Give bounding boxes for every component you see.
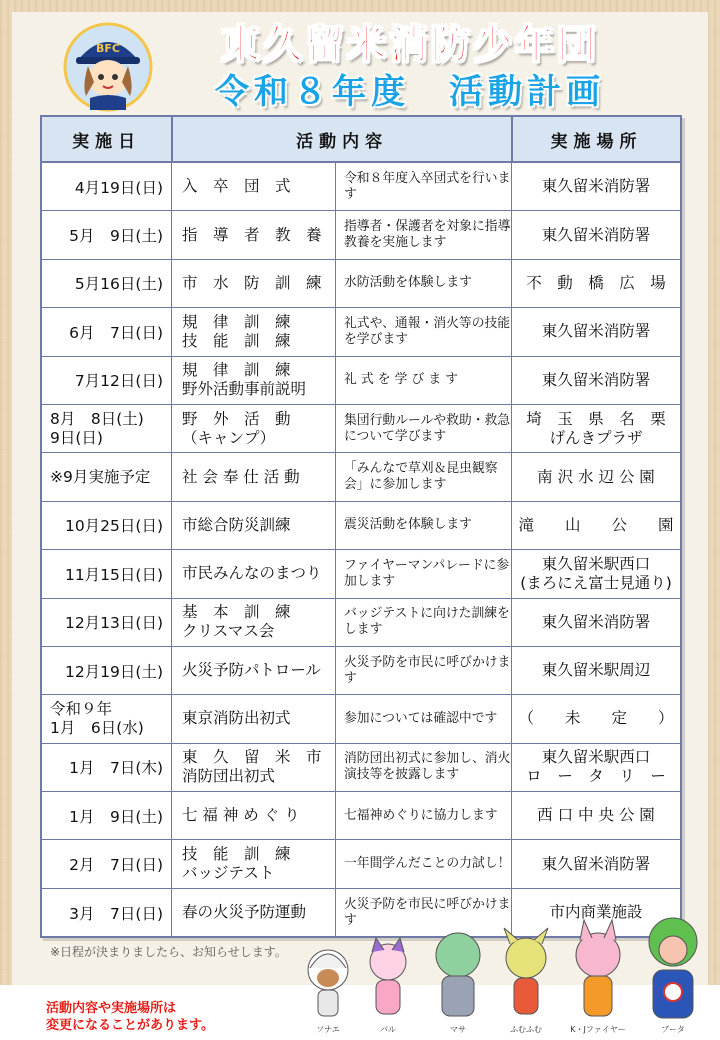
- row-activity: 市 水 防 訓 練: [172, 260, 336, 307]
- row-place: 滝 山 公 園: [518, 515, 674, 534]
- table-row: [42, 357, 680, 405]
- row-activity: 入 卒 団 式: [172, 163, 336, 210]
- table-row: [42, 308, 680, 356]
- page-subtitle: 令和８年度 活動計画: [215, 72, 605, 112]
- row-activity: 東 久 留 米 市 消防団出初式: [172, 744, 336, 791]
- row-place: 東久留米消防署: [541, 854, 651, 873]
- character-name-kj-fire: K・Jファイヤー: [570, 1025, 626, 1034]
- row-place: 東久留米消防署: [541, 612, 651, 631]
- row-activity: 技 能 訓 練 バッジテスト: [172, 840, 336, 887]
- table-row: [42, 550, 680, 598]
- row-place: 東久留米駅西口 ロ ー タ リ ー: [526, 748, 666, 786]
- header-date: 実施日: [42, 117, 173, 161]
- row-activity: 火災予防パトロール: [172, 647, 336, 694]
- row-date: 7月12日(日): [42, 357, 172, 404]
- page-title: 東久留米消防少年団: [220, 23, 599, 68]
- row-detail: 集団行動ルールや救助・救急について学びます: [336, 405, 512, 452]
- table-row: [42, 744, 680, 792]
- character-name-fumufumu: ふむふむ: [510, 1025, 542, 1034]
- kj-fire-character-icon: [570, 920, 625, 1034]
- table-row: [42, 453, 680, 501]
- row-place: 東久留米駅西口 (まろにえ富士見通り): [520, 554, 672, 592]
- row-date: 12月13日(日): [42, 599, 172, 646]
- table-row: [42, 599, 680, 647]
- row-place: 東久留米消防署: [541, 225, 651, 244]
- buta-character-icon: [649, 918, 697, 1034]
- row-place: 不 動 橋 広 場: [526, 273, 666, 292]
- row-date: 6月 7日(日): [42, 308, 172, 355]
- row-activity: 指 導 者 教 養: [172, 211, 336, 258]
- row-detail: 消防団出初式に参加し、消火演技等を披露します: [336, 744, 512, 791]
- row-detail: 火災予防を市民に呼びかけます: [336, 647, 512, 694]
- row-place: 埼 玉 県 名 栗 げんきプラザ: [526, 409, 666, 447]
- row-date: 2月 7日(日): [42, 840, 172, 887]
- row-activity: 規 律 訓 練 技 能 訓 練: [172, 308, 336, 355]
- table-header: [42, 117, 680, 163]
- row-place: 市内商業施設: [549, 903, 643, 922]
- row-place: （ 未 定 ）: [518, 709, 674, 728]
- masa-character-icon: [436, 933, 480, 1034]
- row-activity: 社 会 奉 仕 活 動: [172, 453, 336, 500]
- row-activity: 市総合防災訓練: [172, 502, 336, 549]
- row-detail: 参加については確認中です: [336, 695, 512, 742]
- activity-plan-table: [40, 115, 682, 938]
- character-name-paru: パル: [380, 1025, 396, 1034]
- row-place: 南 沢 水 辺 公 園: [537, 467, 655, 486]
- character-name-buta: ブータ: [661, 1025, 685, 1034]
- character-name-masa: マサ: [450, 1025, 466, 1034]
- row-detail: 震災活動を体験します: [336, 502, 512, 549]
- firefighter-mascot-icon: [60, 22, 156, 112]
- row-activity: 基 本 訓 練 クリスマス会: [172, 599, 336, 646]
- row-detail: 火災予防を市民に呼びかけます: [336, 889, 512, 936]
- row-activity: 春の火災予防運動: [172, 889, 336, 936]
- table-row: [42, 405, 680, 453]
- row-place: 東久留米消防署: [541, 370, 651, 389]
- sonae-character-icon: [308, 950, 348, 1034]
- row-place: 西 口 中 央 公 園: [537, 806, 655, 825]
- table-row: [42, 211, 680, 259]
- row-detail: 礼式や、通報・消火等の技能を学びます: [336, 308, 512, 355]
- row-activity: 規 律 訓 練 野外活動事前説明: [172, 357, 336, 404]
- row-date: 11月15日(日): [42, 550, 172, 597]
- table-row: [42, 840, 680, 888]
- row-place: 東久留米消防署: [541, 177, 651, 196]
- table-row: [42, 260, 680, 308]
- row-date: 3月 7日(日): [42, 889, 172, 936]
- change-warning: 活動内容や実施場所は 変更になることがあります。: [46, 1001, 214, 1033]
- table-body: [42, 163, 680, 936]
- paru-character-icon: [370, 938, 406, 1034]
- mascot-badge-text: BFC: [96, 42, 120, 55]
- table-row: [42, 695, 680, 743]
- row-date: 4月19日(日): [42, 163, 172, 210]
- row-place: 東久留米駅周辺: [541, 661, 651, 680]
- row-date: 1月 9日(土): [42, 792, 172, 839]
- row-activity: 市民みんなのまつり: [172, 550, 336, 597]
- row-date: 5月 9日(土): [42, 211, 172, 258]
- row-activity: 七 福 神 め ぐ り: [172, 792, 336, 839]
- row-date: 令和９年 1月 6日(水): [42, 695, 172, 742]
- row-detail: 七福神めぐりに協力します: [336, 792, 512, 839]
- row-detail: ファイヤーマンパレードに参加します: [336, 550, 512, 597]
- row-date: 5月16日(土): [42, 260, 172, 307]
- table-row: [42, 647, 680, 695]
- fumufumu-character-icon: [504, 928, 548, 1034]
- row-detail: バッジテストに向けた訓練をします: [336, 599, 512, 646]
- row-date: 10月25日(日): [42, 502, 172, 549]
- header-activity: 活動内容: [173, 117, 513, 161]
- table-row: [42, 163, 680, 211]
- row-date: 12月19日(土): [42, 647, 172, 694]
- header-place: 実施場所: [550, 131, 643, 152]
- row-detail: 「みんなで草刈＆昆虫観察会」に参加します: [336, 453, 512, 500]
- row-place: 東久留米消防署: [541, 322, 651, 341]
- row-detail: 水防活動を体験します: [336, 260, 512, 307]
- mascot-characters: [298, 900, 720, 1040]
- row-detail: 指導者・保護者を対象に指導教養を実施します: [336, 211, 512, 258]
- row-activity: 野 外 活 動 （キャンプ）: [172, 405, 336, 452]
- row-date: 8月 8日(土) 9日(日): [42, 405, 172, 452]
- table-row: [42, 502, 680, 550]
- character-name-sonae: ソナエ: [316, 1025, 340, 1034]
- row-date: 1月 7日(木): [42, 744, 172, 791]
- row-date: ※9月実施予定: [42, 453, 172, 500]
- schedule-note: ※日程が決まりましたら、お知らせします。: [50, 945, 287, 959]
- row-detail: 令和８年度入卒団式を行います: [336, 163, 512, 210]
- row-detail: 礼 式 を 学 び ま す: [336, 357, 512, 404]
- row-detail: 一年間学んだことの力試し！: [336, 840, 512, 887]
- row-activity: 東京消防出初式: [172, 695, 336, 742]
- table-row: [42, 792, 680, 840]
